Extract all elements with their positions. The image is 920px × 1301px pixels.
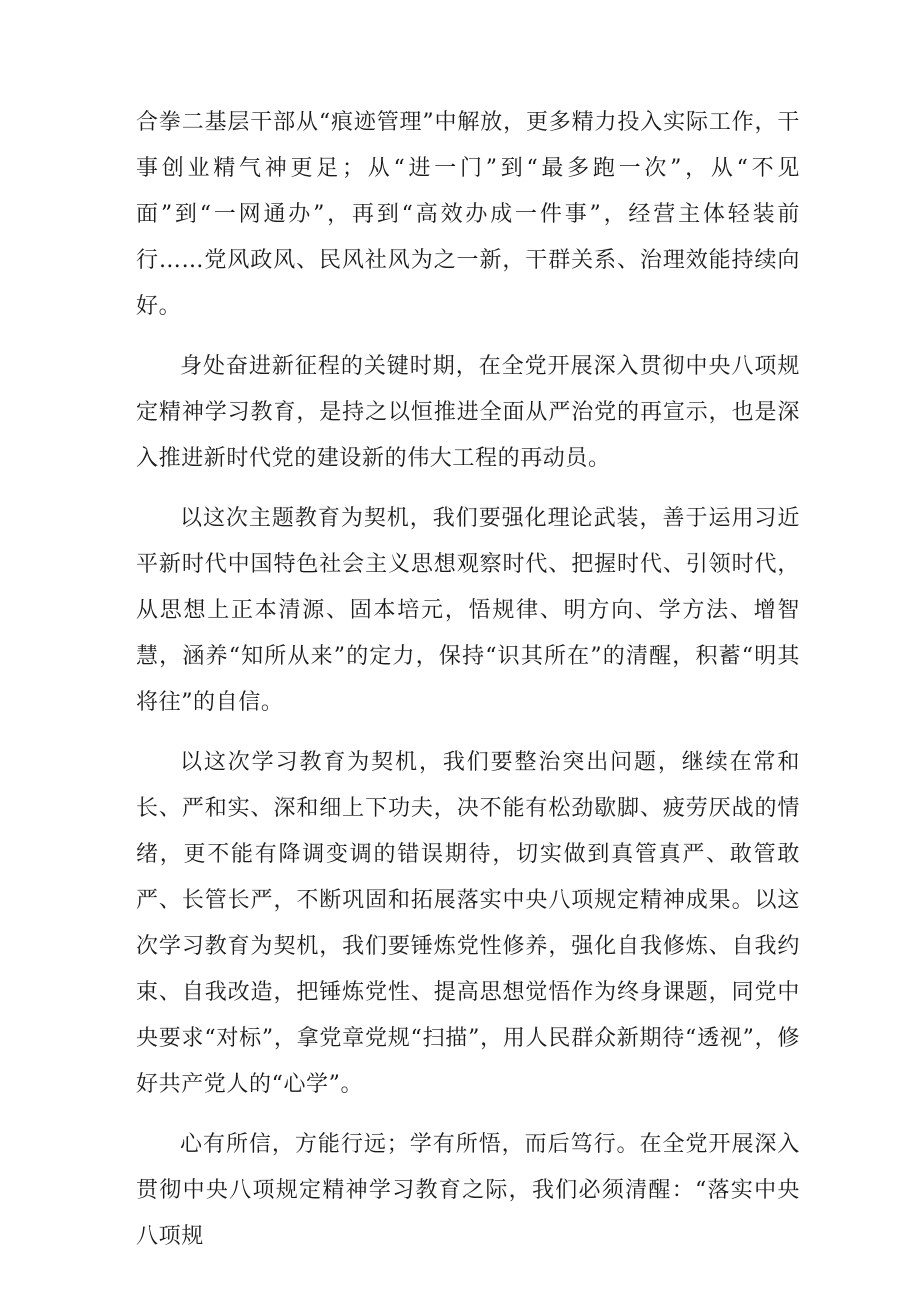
paragraph: 身处奋进新征程的关键时期，在全党开展深入贯彻中央八项规定精神学习教育，是持之以恒推进全面从严治党的再宣示，也是深入推进新时代党的建设新的伟大工程的再动员。 — [136, 354, 800, 471]
document-body — [136, 100, 800, 1274]
paragraph: 以这次学习教育为契机，我们要整治突出问题，继续在常和长、严和实、深和细上下功夫，决不能有松劲歇脚、疲劳厌战的情绪，更不能有降调变调的错误期待，切实做到真管真严、敢管敢严、长管长严，不断巩固和拓展落实中央八项规定精神成果。以这次学习教育为契机，我们要锤炼党性修养，强化自我修炼、自我约束、自我改造，把锤炼党性、提高思想觉悟作为终身课题，同党中央要求“对标”，拿党章党规“扫描”，用人民群众新期待“透视”，修好共产党人的“心学”。 — [136, 750, 800, 1097]
paragraph-continued: 合拳二基层干部从“痕迹管理”中解放，更多精力投入实际工作，干事创业精气神更足；从“进一门”到“最多跑一次”，从“不见面”到“一网通办”，再到“高效办成一件事”，经营主体轻装前行……党风政风、民风社风为之一新，干群关系、治理效能持续向好。 — [136, 110, 800, 319]
paragraph: 心有所信，方能行远；学有所悟，而后笃行。在全党开展深入贯彻中央八项规定精神学习教育之际，我们必须清醒：“落实中央八项规 — [136, 1132, 800, 1249]
paragraph: 以这次主题教育为契机，我们要强化理论武装，善于运用习近平新时代中国特色社会主义思想观察时代、把握时代、引领时代，从思想上正本清源、固本培元，悟规律、明方向、学方法、增智慧，涵养“知所从来”的定力，保持“识其所在”的清醒，积蓄“明其将往”的自信。 — [136, 506, 800, 715]
